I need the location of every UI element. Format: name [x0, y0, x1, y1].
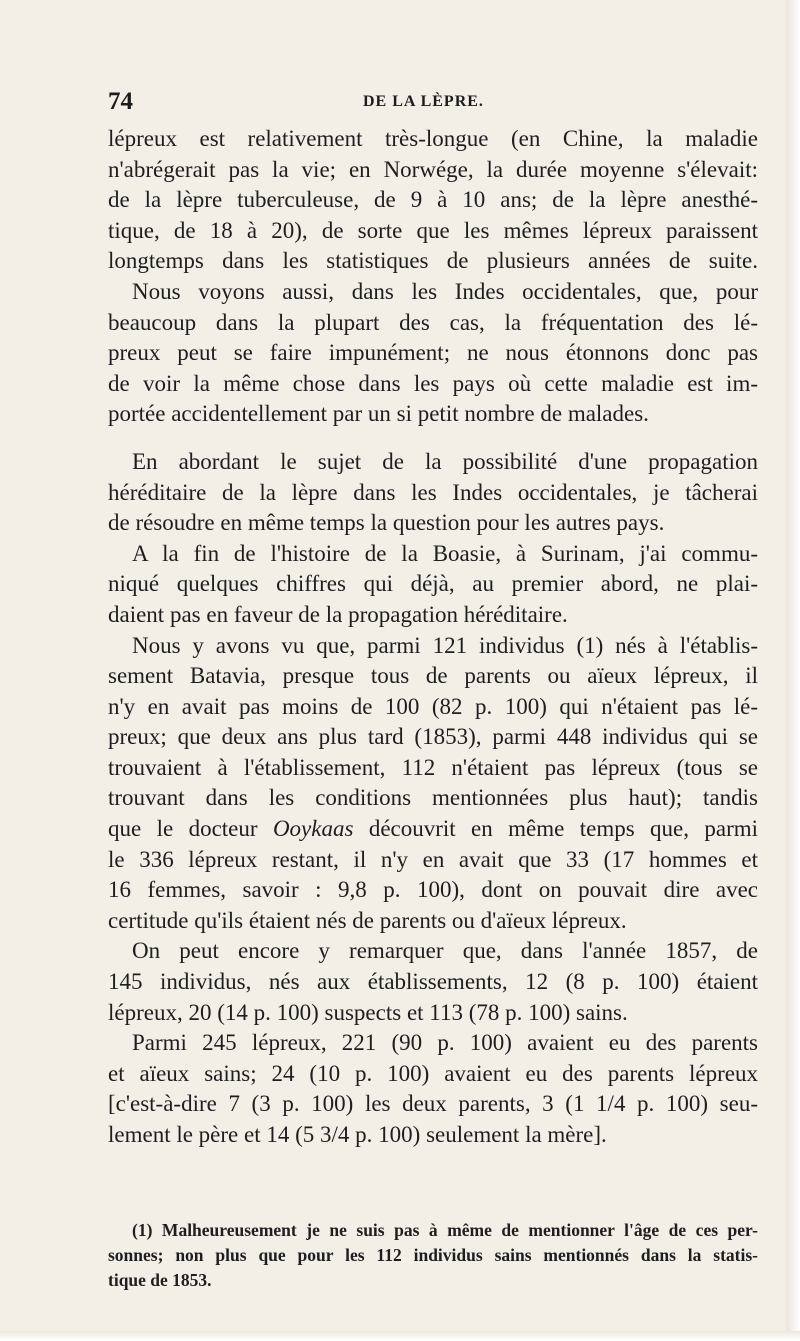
text-line: de la lèpre tuberculeuse, de 9 à 10 ans; de la lèpre anesthé- [108, 187, 758, 213]
text-line: trouvaient à l'établissement, 112 n'étaient pas lépreux (tous se [108, 754, 758, 780]
text-line: tique, de 18 à 20), de sorte que les mêmes lépreux paraissent [108, 217, 758, 243]
text-line: longtemps dans les statistiques de plusieurs années de suite. [108, 248, 758, 274]
text-line: et aïeux sains; 24 (10 p. 100) avaient eu des parents lépreux [108, 1060, 758, 1086]
text-line: lépreux est relativement très-longue (en Chine, la maladie [108, 126, 758, 151]
text-segment: découvrit en même temps que, parmi [368, 816, 759, 842]
text-line: beaucoup dans la plupart des cas, la fréquentation des lé- [108, 309, 758, 335]
text-line: de résoudre en même temps la question pour les autres pays. [108, 510, 665, 536]
page-number: 74 [108, 88, 133, 115]
footnote-line: tique de 1853. [108, 1270, 212, 1290]
text-line: A la fin de l'histoire de la Boasie, à Surinam, j'ai commu- [132, 540, 758, 566]
paragraph-gap [108, 430, 758, 447]
text-line: lépreux, 20 (14 p. 100) suspects et 113 (78 p. 100) sains. [108, 999, 628, 1025]
footnote [108, 1218, 758, 1293]
text-line: preux peut se faire impunément; ne nous étonnons donc pas [108, 340, 758, 366]
text-line-with-italic [108, 814, 758, 845]
footnote-line: sonnes; non plus que pour les 112 individus sains mentionnés dans la statis- [108, 1245, 758, 1265]
text-line: portée accidentellement par un si petit nombre de malades. [108, 401, 649, 427]
text-line: Nous voyons aussi, dans les Indes occidentales, que, pour [132, 278, 758, 304]
text-line: On peut encore y remarquer que, dans l'année 1857, de [132, 938, 758, 964]
text-line: le 336 lépreux restant, il n'y en avait que 33 (17 hommes et [108, 846, 758, 872]
text-line: certitude qu'ils étaient nés de parents ou d'aïeux lépreux. [108, 907, 627, 933]
text-line: lement le père et 14 (5 3/4 p. 100) seulement la mère]. [108, 1122, 607, 1147]
text-segment: que le docteur [108, 816, 258, 842]
text-line: héréditaire de la lèpre dans les Indes occidentales, je tâcherai [108, 479, 758, 505]
text-line: de voir la même chose dans les pays où cette maladie est im- [108, 370, 758, 396]
page-edge-right [786, 0, 800, 1341]
footnote-line: (1) Malheureusement je ne suis pas à même de mentionner l'âge de ces per- [132, 1220, 758, 1240]
text-line: n'abrégerait pas la vie; en Norwége, la durée moyenne s'élevait: [108, 156, 758, 182]
text-line: n'y en avait pas moins de 100 (82 p. 100) qui n'étaient pas lé- [108, 693, 758, 719]
text-line: daient pas en faveur de la propagation héréditaire. [108, 601, 568, 627]
running-title: DE LA LÈPRE. [363, 93, 484, 110]
text-line: 16 femmes, savoir : 9,8 p. 100), dont on pouvait dire avec [108, 877, 758, 903]
text-line: Nous y avons vu que, parmi 121 individus (1) nés à l'établis- [132, 632, 758, 658]
text-line: 145 individus, nés aux établissements, 12 (8 p. 100) étaient [108, 969, 758, 995]
text-line: sement Batavia, presque tous de parents ou aïeux lépreux, il [108, 663, 758, 689]
body-text [108, 124, 758, 1151]
text-line: niqué quelques chiffres qui déjà, au premier abord, ne plai- [108, 571, 758, 597]
text-line: [c'est-à-dire 7 (3 p. 100) les deux parents, 3 (1 1/4 p. 100) seu- [108, 1091, 758, 1117]
text-line: preux; que deux ans plus tard (1853), parmi 448 individus qui se [108, 724, 758, 750]
text-line: En abordant le sujet de la possibilité d'une propagation [132, 448, 758, 474]
text-line: trouvant dans les conditions mentionnées plus haut); tandis [108, 785, 758, 811]
text-line: Parmi 245 lépreux, 221 (90 p. 100) avaient eu des parents [132, 1030, 758, 1056]
page-edge-bottom [0, 1331, 800, 1341]
italic-name: Ooykaas [272, 816, 354, 842]
running-head [108, 88, 758, 118]
